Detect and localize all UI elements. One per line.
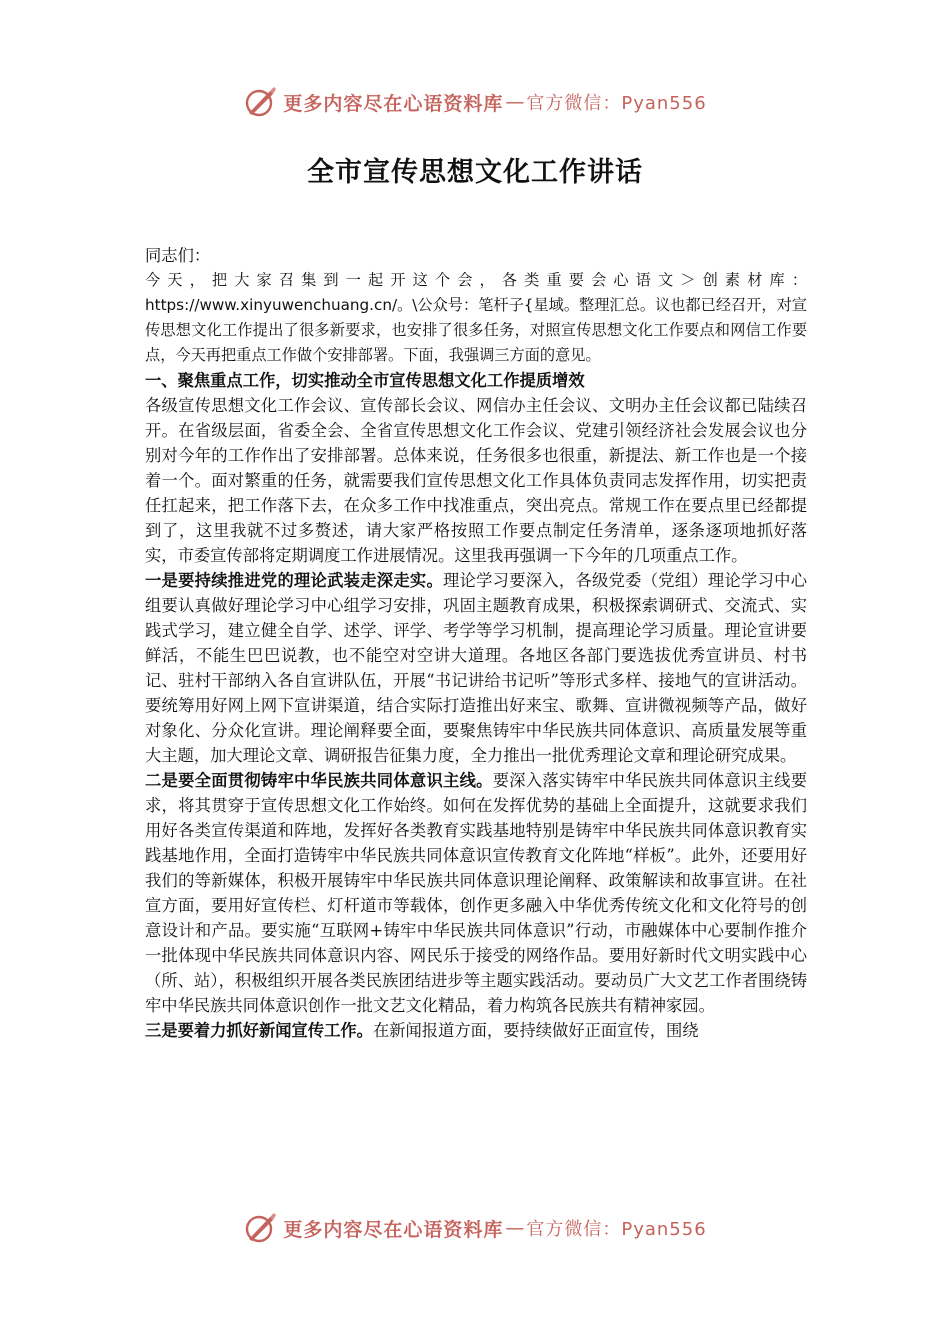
section1-paragraph: 各级宣传思想文化工作会议、宣传部长会议、网信办主任会议、文明办主任会议都已陆续召开。在省级层面，省委全会、全省宣传思想文化工作会议、党建引领经济社会发展会议也分别对今年的工作作出了安排部署。总体来说，任务很多也很重，新提法、新工作也是一个接着一个。面对繁重的任务，就需要我们宣传思想文化工作具体负责同志发挥作用，切实把责任扛起来，把工作落下去，在众多工作中找准重点，突出亮点。常规工作在要点里已经都提到了，这里我就不过多赘述，请大家严格按照工作要点制定任务清单，逐条逐项地抓好落实，市委宣传部将定期调度工作进展情况。这里我再强调一下今年的几项重点工作。 xyxy=(145,396,807,565)
document-title: 全市宣传思想文化工作讲话 xyxy=(307,157,643,188)
footer-contact: 官方微信：Pyan556 xyxy=(526,1219,707,1240)
point1-text: 理论学习要深入，各级党委（党组）理论学习中心组要认真做好理论学习中心组学习安排，巩固主题教育成果，积极探索调研式、交流式、实践式学习，建立健全自学、述学、评学、考学等学习机制，提高理论学习质量。理论宣讲要鲜活，不能生巴巴说教，也不能空对空讲大道理。各地区各部门要选拔优秀宣讲员、村书记、驻村干部纳入各自宣讲队伍，开展“书记讲给书记听”等形式多样、接地气的宣讲活动。要统筹用好网上网下宣讲渠道，结合实际打造推出好来宝、歌舞、宣讲微视频等产品，做好对象化、分众化宣讲。理论阐释要全面，要聚焦铸牢中华民族共同体意识、高质量发展等重大主题，加大理论文章、调研报告征集力度，全力推出一批优秀理论文章和理论研究成果。 xyxy=(145,571,807,765)
header-banner xyxy=(0,82,950,122)
footer-brand: 更多内容尽在心语资料库 xyxy=(283,1218,504,1241)
intro-paragraph: 今天，把大家召集到一起开这个会，各类重要会心语文＞创素材库：https://www.xinyuwenchuang.cn/。\公众号：笔杆子{星域。整理汇总。议也都已经召开，对宣传思想文化工作提出了很多新要求，也安排了很多任务，对照宣传思想文化工作要点和网信工作要点，今天再把重点工作做个安排部署。下面，我强调三方面的意见。 xyxy=(145,271,807,364)
point2-text: 要深入落实铸牢中华民族共同体意识主线要求，将其贯穿于宣传思想文化工作始终。如何在发挥优势的基础上全面提升，这就要求我们用好各类宣传渠道和阵地，发挥好各类教育实践基地特别是铸牢中华民族共同体意识教育实践基地作用，全面打造铸牢中华民族共同体意识宣传教育文化阵地“样板”。此外，还要用好我们的等新媒体，积极开展铸牢中华民族共同体意识理论阐释、政策解读和故事宣讲。在社宣方面，要用好宣传栏、灯杆道市等载体，创作更多融入中华优秀传统文化和文化符号的创意设计和产品。要实施“互联网+铸牢中华民族共同体意识”行动，市融媒体中心要制作推介一批体现中华民族共同体意识内容、网民乐于接受的网络作品。要用好新时代文明实践中心（所、站），积极组织开展各类民族团结进步等主题实践活动。要动员广大文艺工作者围绕铸牢中华民族共同体意识创作一批文艺文化精品，着力构筑各民族共有精神家园。 xyxy=(145,771,807,1015)
point3-paragraph xyxy=(145,1018,807,1043)
footer-separator: — xyxy=(505,1217,525,1239)
pen-logo-icon xyxy=(243,85,277,119)
point3-lead: 三是要着力抓好新闻宣传工作。 xyxy=(145,1021,373,1040)
header-contact: 官方微信：Pyan556 xyxy=(526,93,707,114)
footer-banner xyxy=(0,1208,950,1248)
document-body xyxy=(145,243,807,1043)
point2-paragraph xyxy=(145,768,807,1018)
pen-logo-icon xyxy=(243,1211,277,1245)
header-separator: — xyxy=(505,91,525,113)
point3-text: 在新闻报道方面，要持续做好正面宣传，围绕 xyxy=(372,1021,699,1040)
point2-lead: 二是要全面贯彻铸牢中华民族共同体意识主线。 xyxy=(145,771,493,790)
section1-heading: 一、聚焦重点工作，切实推动全市宣传思想文化工作提质增效 xyxy=(145,371,585,390)
point1-paragraph xyxy=(145,568,807,768)
point1-lead: 一是要持续推进党的理论武装走深走实。 xyxy=(145,571,444,590)
greeting: 同志们： xyxy=(145,246,211,265)
header-brand: 更多内容尽在心语资料库 xyxy=(283,92,504,115)
